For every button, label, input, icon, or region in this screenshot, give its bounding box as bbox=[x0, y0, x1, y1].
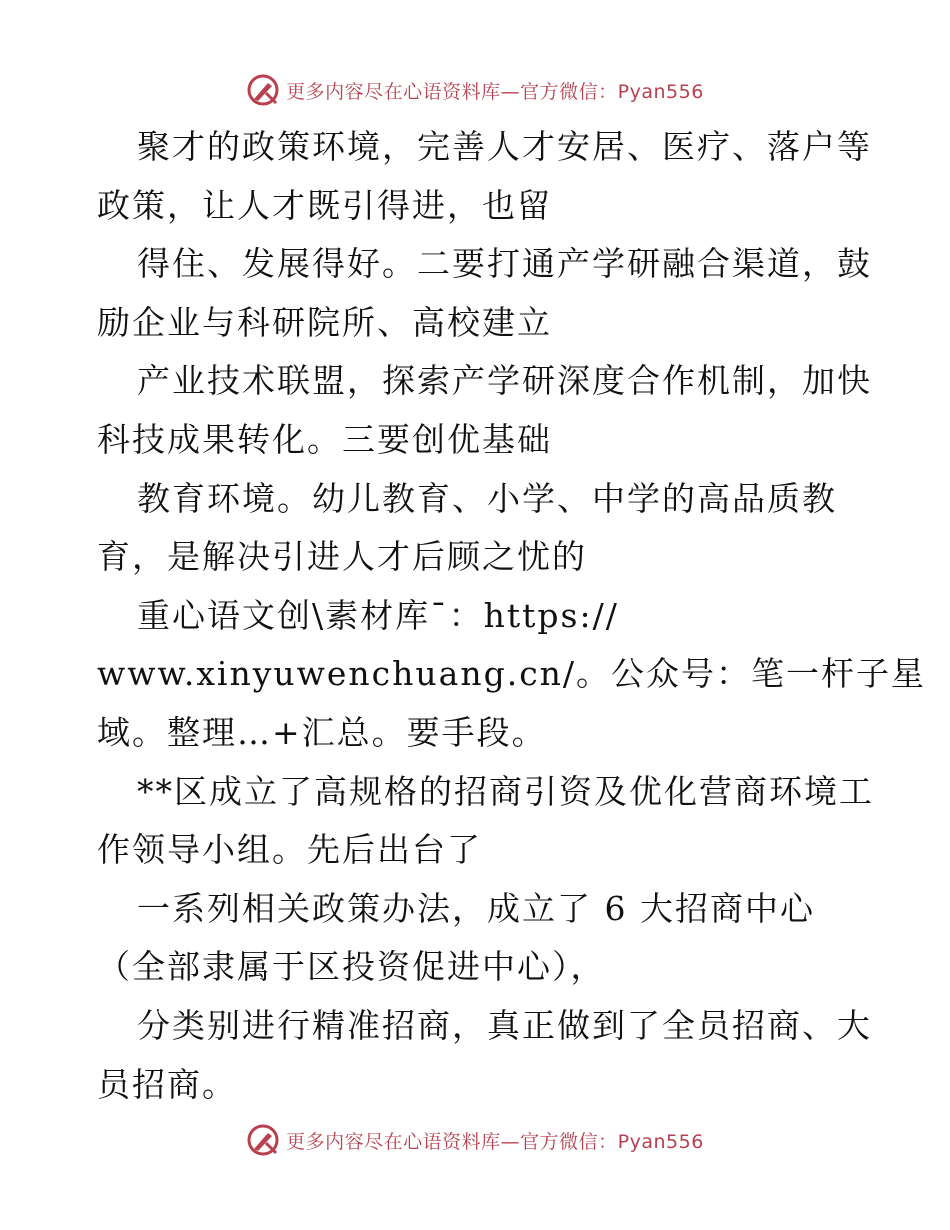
text-line: 分类别进行精准招商，真正做到了全员招商、大 bbox=[137, 1005, 872, 1045]
text-line: 员招商。 bbox=[97, 1064, 237, 1104]
text-line: （全部隶属于区投资促进中心）， bbox=[97, 947, 606, 987]
header-banner bbox=[0, 70, 950, 110]
text-line: 聚才的政策环境，完善人才安居、医疗、落户等 bbox=[137, 127, 872, 166]
text-line: 域。整理…+汇总。要手段。 bbox=[97, 712, 547, 752]
text-line: 政策，让人才既引得进，也留 bbox=[97, 185, 552, 225]
banner-text: 更多内容尽在心语资料库—官方微信：Pyan556 bbox=[286, 80, 704, 103]
text-line: 励企业与科研院所、高校建立 bbox=[97, 302, 552, 342]
text-line: **区成立了高规格的招商引资及优化营商环境工 bbox=[137, 771, 874, 811]
banner-text: 更多内容尽在心语资料库—官方微信：Pyan556 bbox=[286, 1130, 704, 1153]
text-line: 产业技术联盟，探索产学研深度合作机制，加快 bbox=[137, 361, 872, 401]
text-line: www.xinyuwenchuang.cn/。公众号：笔一杆子星 bbox=[97, 654, 927, 694]
text-line: 得住、发展得好。二要打通产学研融合渠道，鼓 bbox=[137, 244, 872, 284]
document-body bbox=[97, 118, 927, 1114]
pen-badge-icon bbox=[246, 1123, 280, 1157]
text-line: 科技成果转化。三要创优基础 bbox=[97, 419, 552, 459]
text-line: 作领导小组。先后出台了 bbox=[97, 830, 482, 870]
text-line: 一系列相关政策办法，成立了 6 大招商中心 bbox=[137, 888, 815, 928]
pen-badge-icon bbox=[246, 73, 280, 107]
footer-banner bbox=[0, 1120, 950, 1160]
text-line: 育，是解决引进人才后顾之忧的 bbox=[97, 537, 587, 577]
text-line: 重心语文创\素材库¯：https:// bbox=[137, 595, 619, 635]
text-line: 教育环境。幼儿教育、小学、中学的高品质教 bbox=[137, 478, 837, 518]
